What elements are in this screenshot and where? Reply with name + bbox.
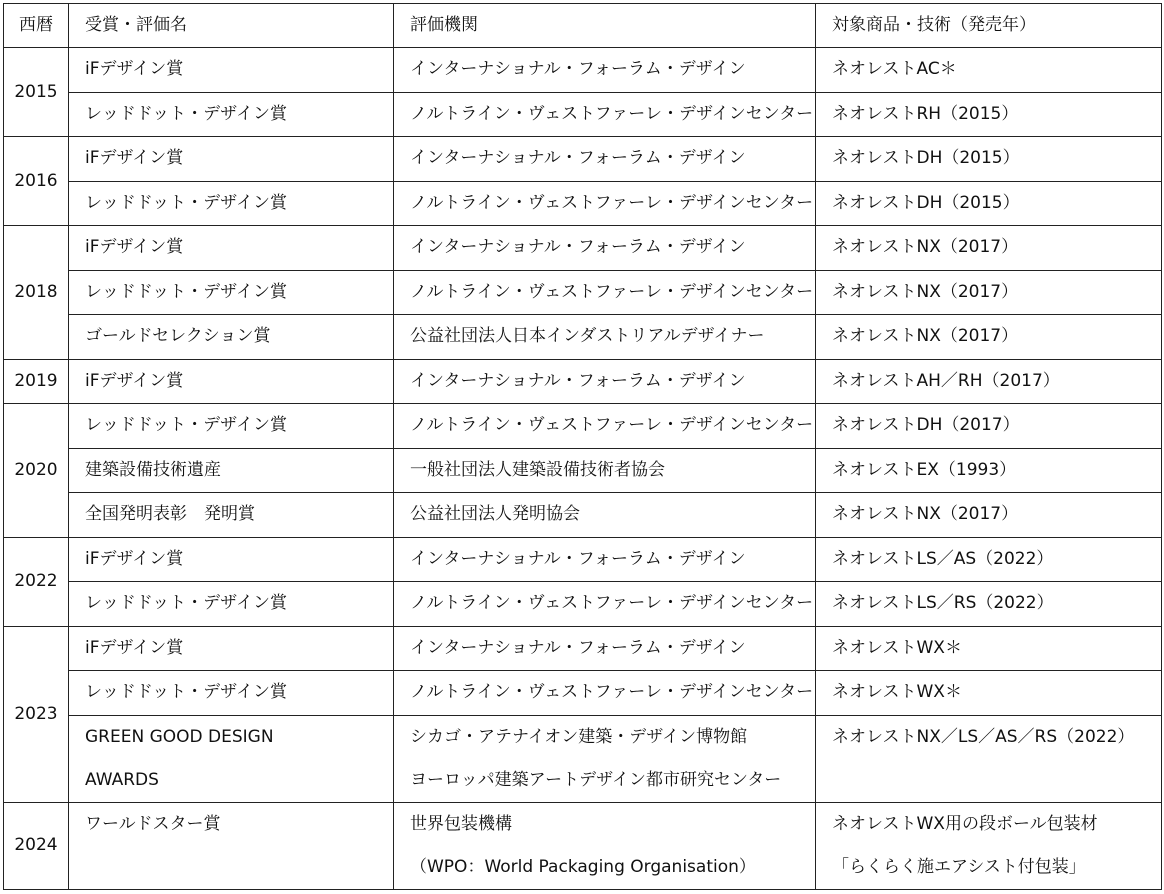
- table-row: [4, 493, 1162, 538]
- org-line: 世界包装機構: [410, 813, 512, 834]
- year-cell: 2023: [4, 626, 69, 802]
- award-line-empty: [85, 846, 393, 889]
- table-row: [4, 226, 1162, 271]
- org-cell: インターナショナル・フォーラム・デザイン: [394, 537, 816, 582]
- table-row: [4, 48, 1162, 93]
- product-line: ネオレストNX／LS／AS／RS（2022）: [832, 726, 1135, 747]
- award-cell: [69, 802, 394, 889]
- table-row: [4, 802, 1162, 889]
- org-cell: ノルトライン・ヴェストファーレ・デザインセンター: [394, 270, 816, 315]
- org-cell: 公益社団法人日本インダストリアルデザイナー: [394, 315, 816, 360]
- org-cell: ノルトライン・ヴェストファーレ・デザインセンター: [394, 181, 816, 226]
- year-cell: 2015: [4, 48, 69, 137]
- header-org: 評価機関: [394, 4, 816, 48]
- product-cell: ネオレストLS／AS（2022）: [816, 537, 1162, 582]
- product-cell: ネオレストNX（2017）: [816, 270, 1162, 315]
- table-row: [4, 315, 1162, 360]
- org-cell: インターナショナル・フォーラム・デザイン: [394, 137, 816, 182]
- award-line: ワールドスター賞: [85, 813, 221, 834]
- year-cell: 2019: [4, 359, 69, 404]
- year-cell: 2022: [4, 537, 69, 626]
- product-cell: ネオレストWX＊: [816, 671, 1162, 716]
- org-cell: ノルトライン・ヴェストファーレ・デザインセンター: [394, 92, 816, 137]
- award-line: AWARDS: [85, 769, 159, 790]
- table-row: [4, 671, 1162, 716]
- header-row: [4, 4, 1162, 48]
- org-cell: ノルトライン・ヴェストファーレ・デザインセンター: [394, 582, 816, 627]
- table-row: [4, 92, 1162, 137]
- table-row: [4, 582, 1162, 627]
- product-cell: ネオレストEX（1993）: [816, 448, 1162, 493]
- year-cell: 2018: [4, 226, 69, 360]
- table-row: [4, 537, 1162, 582]
- table-row: [4, 359, 1162, 404]
- table-row: [4, 270, 1162, 315]
- org-cell: 一般社団法人建築設備技術者協会: [394, 448, 816, 493]
- header-product: 対象商品・技術（発売年）: [816, 4, 1162, 48]
- award-cell: iFデザイン賞: [69, 537, 394, 582]
- award-cell: レッドドット・デザイン賞: [69, 582, 394, 627]
- org-cell: ノルトライン・ヴェストファーレ・デザインセンター: [394, 404, 816, 449]
- award-line: GREEN GOOD DESIGN: [85, 726, 274, 747]
- org-line: （WPO：World Packaging Organisation）: [410, 856, 756, 877]
- header-award: 受賞・評価名: [69, 4, 394, 48]
- org-cell: インターナショナル・フォーラム・デザイン: [394, 48, 816, 93]
- org-line: ヨーロッパ建築アートデザイン都市研究センター: [410, 769, 782, 790]
- product-cell: ネオレストDH（2015）: [816, 181, 1162, 226]
- product-cell: ネオレストAH／RH（2017）: [816, 359, 1162, 404]
- award-cell: ゴールドセレクション賞: [69, 315, 394, 360]
- product-line: 「らくらく施エアシスト付包装」: [832, 856, 1086, 877]
- org-cell: インターナショナル・フォーラム・デザイン: [394, 359, 816, 404]
- award-cell: レッドドット・デザイン賞: [69, 671, 394, 716]
- year-cell: 2020: [4, 404, 69, 538]
- award-cell: レッドドット・デザイン賞: [69, 181, 394, 226]
- table-row: [4, 181, 1162, 226]
- product-line-empty: [832, 759, 1161, 802]
- award-cell: iFデザイン賞: [69, 226, 394, 271]
- awards-table: [3, 3, 1162, 890]
- award-cell: iFデザイン賞: [69, 359, 394, 404]
- award-cell: iFデザイン賞: [69, 137, 394, 182]
- table-row: [4, 626, 1162, 671]
- org-cell: 公益社団法人発明協会: [394, 493, 816, 538]
- year-cell: 2016: [4, 137, 69, 226]
- product-cell: ネオレストNX（2017）: [816, 226, 1162, 271]
- award-cell: レッドドット・デザイン賞: [69, 92, 394, 137]
- product-cell: ネオレストLS／RS（2022）: [816, 582, 1162, 627]
- table-row: [4, 715, 1162, 802]
- product-cell: ネオレストWX＊: [816, 626, 1162, 671]
- table-row: [4, 137, 1162, 182]
- org-line: シカゴ・アテナイオン建築・デザイン博物館: [410, 726, 748, 747]
- award-cell: iFデザイン賞: [69, 626, 394, 671]
- product-cell: [816, 802, 1162, 889]
- org-cell: インターナショナル・フォーラム・デザイン: [394, 226, 816, 271]
- header-year: 西暦: [4, 4, 69, 48]
- org-cell: [394, 715, 816, 802]
- table-row: [4, 448, 1162, 493]
- product-cell: ネオレストNX（2017）: [816, 315, 1162, 360]
- product-cell: ネオレストDH（2015）: [816, 137, 1162, 182]
- org-cell: ノルトライン・ヴェストファーレ・デザインセンター: [394, 671, 816, 716]
- award-cell: レッドドット・デザイン賞: [69, 270, 394, 315]
- org-cell: [394, 802, 816, 889]
- org-cell: インターナショナル・フォーラム・デザイン: [394, 626, 816, 671]
- product-cell: ネオレストDH（2017）: [816, 404, 1162, 449]
- award-cell: [69, 715, 394, 802]
- product-cell: ネオレストNX（2017）: [816, 493, 1162, 538]
- year-cell: 2024: [4, 802, 69, 889]
- award-cell: iFデザイン賞: [69, 48, 394, 93]
- award-cell: レッドドット・デザイン賞: [69, 404, 394, 449]
- product-cell: ネオレストRH（2015）: [816, 92, 1162, 137]
- table-row: [4, 404, 1162, 449]
- product-cell: ネオレストAC＊: [816, 48, 1162, 93]
- award-cell: 建築設備技術遺産: [69, 448, 394, 493]
- product-cell: [816, 715, 1162, 802]
- award-cell: 全国発明表彰 発明賞: [69, 493, 394, 538]
- product-line: ネオレストWX用の段ボール包装材: [832, 813, 1098, 834]
